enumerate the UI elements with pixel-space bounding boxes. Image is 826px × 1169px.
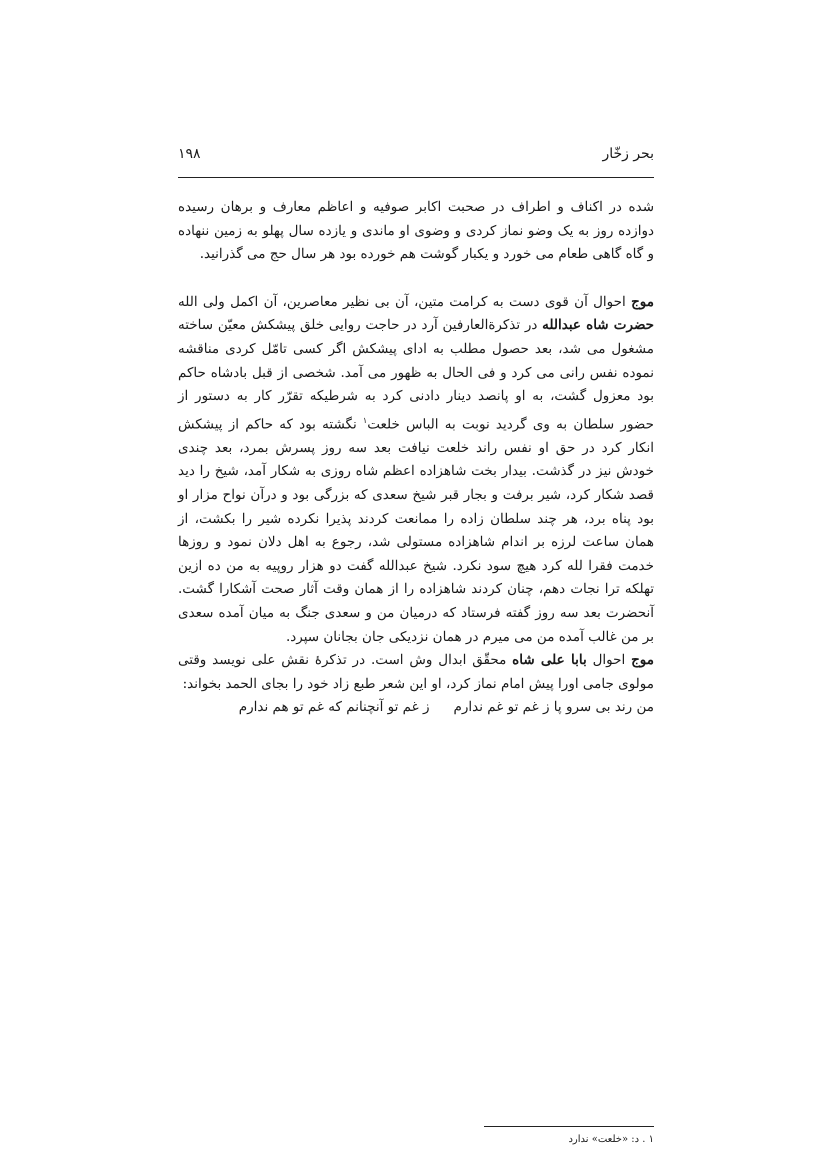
- paragraph-2-part-c: نگشته بود که حاکم از پیشکش انکار کرد در حق او نفس راند خلعت نیافت بعد سه روز پسرش بمرد، بعد چندی خودش نیز در گذشت. بیدار بخت شاهزاده اعظم شاه روزی به شکار آمد، شیخ را دید قصد شکار کرد، شیر برفت و بجار قبر شیخ سعدی که بزرگی بود و درآن نواح مزار او بود پناه برد، هر چند سلطان زاده را ممانعت کردند پذیرا نکرده شیر را بکشت، از همان ساعت لرزه بر اندام شاهزاده مستولی شد، رجوع به اهل دلان نمود و روزها خدمت فقرا لله کرد هیچ سود نکرد. شیخ عبدالله گفت دو هزار روپیه به من ده ازین تهلکه ترا نجات دهم، چنان کردند شاهزاده را از همان وقت آثار صحت آشکارا گشت. آنحضرت بعد سه روز گفته فرستاد که درمیان من و سعدی جنگ به میان آمده سعدی بر من غالب آمده من می میرم در همان نزدیکی جان بجانان سپرد.: [178, 416, 654, 645]
- section-label: موج: [631, 652, 654, 669]
- paragraph-2-part-a: احوال آن قوی دست به کرامت متین، آن بی نظیر معاصرین، آن اکمل ولی الله: [178, 293, 626, 310]
- verse-hemistich-2: ز غم تو آنچنانم که غم تو هم ندارم: [238, 699, 430, 716]
- footnote-rule: [484, 1126, 654, 1127]
- person-name: حضرت شاه عبدالله: [542, 317, 654, 334]
- paragraph-3: [178, 649, 654, 696]
- header-rule: [178, 177, 654, 178]
- paragraph-2-part-b: در تذکرةالعارفین آرد در حاجت روایی خلق پیشکش معیّن ساخته مشغول می شد، بعد حصول مطلب به ادای پیشکش اگر کسی تامّل کردی مناقشه نموده نفس رانی می کرد و فی الحال به ظهور می آمد. شخصی از قبل بادشاه حاکم بود معزول گشت، به او پانصد دینار دادنی کرد به شرطیکه تقرّر کار به دستور از حضور سلطان به وی گردید نوبت به الباس خلعت: [178, 317, 654, 433]
- paragraph-3-part-a: احوال: [592, 652, 626, 669]
- running-header: [178, 146, 654, 174]
- paragraph-1: شده در اکناف و اطراف در صحبت اکابر صوفیه و اعاظم معارف و برهان رسیده دوازده روز به یک وضو نماز کردی و وضوی او ماندی و یازده سال پهلو به زمین ننهاده و گاه گاهی طعام می خورد و یکبار گوشت هم خورده بود هر سال حج می گذرانید.: [178, 199, 654, 263]
- section-label: موج: [631, 293, 654, 310]
- paragraph-gap: [178, 267, 654, 291]
- paragraph-2: [178, 291, 654, 649]
- page-number: ۱۹۸: [178, 146, 201, 162]
- footnote: ۱ . د: «خلعت» ندارد: [568, 1134, 654, 1145]
- person-name: بابا علی شاه: [512, 652, 587, 669]
- footnote-marker: ۱: [362, 415, 368, 425]
- body-text: [178, 196, 654, 720]
- verse-hemistich-1: من رند بی سرو پا ز غم تو غم ندارم: [453, 699, 654, 716]
- paragraph-3-part-b: محقّق ابدال وش است. در تذکرهٔ نقش علی نویسد وقتی مولوی جامی اورا پیش امام نماز کرد، او این شعر طبع زاد خود را بجای الحمد بخواند:: [178, 652, 654, 692]
- verse-line: [178, 696, 654, 720]
- book-title: بحر زخّار: [602, 146, 654, 162]
